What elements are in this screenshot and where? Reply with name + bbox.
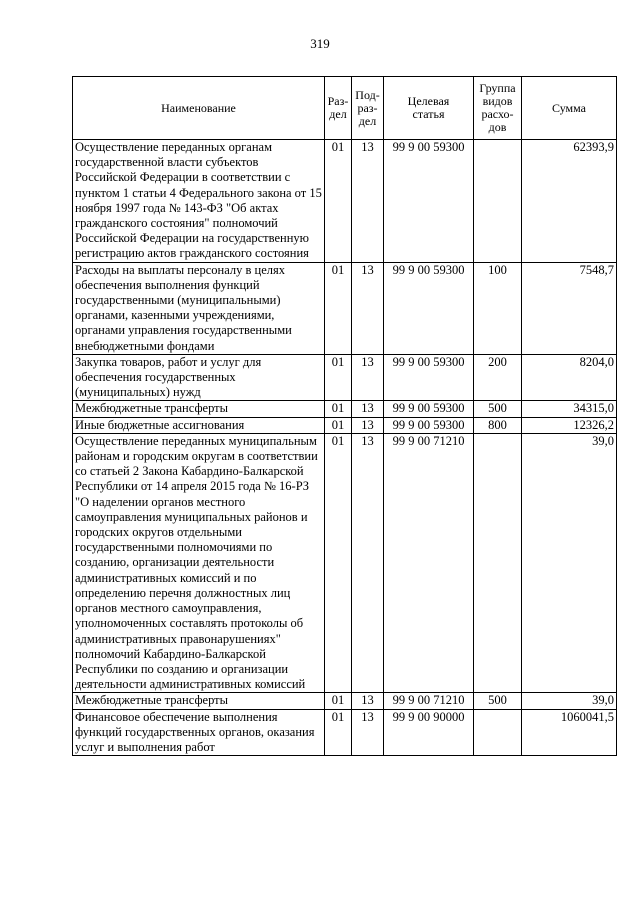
cell-sum: 62393,9 xyxy=(522,140,617,263)
cell-group: 500 xyxy=(474,693,522,709)
cell-sum: 34315,0 xyxy=(522,401,617,417)
cell-section: 01 xyxy=(325,709,352,756)
cell-subsection: 13 xyxy=(352,433,384,692)
cell-target: 99 9 00 59300 xyxy=(384,140,474,263)
header-target: Целевая статья xyxy=(384,77,474,140)
cell-subsection: 13 xyxy=(352,693,384,709)
cell-section: 01 xyxy=(325,401,352,417)
table-row xyxy=(73,140,617,263)
cell-subsection: 13 xyxy=(352,140,384,263)
cell-name: Осуществление переданных муниципальным районам и городским округам в соответствии со статьей 2 Закона Кабардино-Балкарской Республики от 14 апреля 2015 года № 16-РЗ "О наделении органов местного самоуправления муниципальных районов и городских округов отдельными государственными полномочиями по созданию, организации деятельности административных комиссий и по определению перечня должностных лиц органов местного самоуправления, уполномоченных составлять протоколы об административных правонарушениях" полномочий Кабардино-Балкарской Республики по созданию и организации деятельности административных комиссий xyxy=(73,433,325,692)
cell-name: Иные бюджетные ассигнования xyxy=(73,417,325,433)
cell-subsection: 13 xyxy=(352,262,384,354)
page-number: 319 xyxy=(310,36,330,51)
cell-subsection: 13 xyxy=(352,401,384,417)
cell-section: 01 xyxy=(325,417,352,433)
cell-section: 01 xyxy=(325,354,352,401)
cell-group: 800 xyxy=(474,417,522,433)
cell-name: Межбюджетные трансферты xyxy=(73,693,325,709)
cell-name: Осуществление переданных органам государственной власти субъектов Российской Федерации в соответствии с пунктом 1 статьи 4 Федерального закона от 15 ноября 1997 года № 143-ФЗ "Об актах гражданского состояния" полномочий Российской Федерации на государственную регистрацию актов гражданского состояния xyxy=(73,140,325,263)
table-body xyxy=(73,140,617,756)
cell-target: 99 9 00 71210 xyxy=(384,433,474,692)
cell-group xyxy=(474,140,522,263)
cell-section: 01 xyxy=(325,262,352,354)
cell-group: 100 xyxy=(474,262,522,354)
table-row xyxy=(73,401,617,417)
cell-subsection: 13 xyxy=(352,354,384,401)
cell-name: Закупка товаров, работ и услуг для обеспечения государственных (муниципальных) нужд xyxy=(73,354,325,401)
cell-sum: 1060041,5 xyxy=(522,709,617,756)
cell-sum: 8204,0 xyxy=(522,354,617,401)
cell-sum: 12326,2 xyxy=(522,417,617,433)
cell-name: Расходы на выплаты персоналу в целях обеспечения выполнения функций государственными (муниципальными) органами, казенными учреждениями, органами управления государственными внебюджетными фондами xyxy=(73,262,325,354)
table-header-row xyxy=(73,77,617,140)
cell-group: 500 xyxy=(474,401,522,417)
table-row xyxy=(73,693,617,709)
cell-sum: 7548,7 xyxy=(522,262,617,354)
cell-sum: 39,0 xyxy=(522,693,617,709)
cell-group xyxy=(474,433,522,692)
cell-group xyxy=(474,709,522,756)
header-section: Раз- дел xyxy=(325,77,352,140)
header-group: Группа видов расхо- дов xyxy=(474,77,522,140)
cell-section: 01 xyxy=(325,140,352,263)
table-row xyxy=(73,709,617,756)
table-row xyxy=(73,354,617,401)
cell-target: 99 9 00 59300 xyxy=(384,262,474,354)
cell-target: 99 9 00 90000 xyxy=(384,709,474,756)
cell-subsection: 13 xyxy=(352,709,384,756)
cell-target: 99 9 00 59300 xyxy=(384,417,474,433)
cell-subsection: 13 xyxy=(352,417,384,433)
cell-section: 01 xyxy=(325,433,352,692)
table-row xyxy=(73,417,617,433)
table-row xyxy=(73,433,617,692)
cell-name: Финансовое обеспечение выполнения функций государственных органов, оказания услуг и выполнения работ xyxy=(73,709,325,756)
cell-target: 99 9 00 59300 xyxy=(384,401,474,417)
header-subsection: Под- раз- дел xyxy=(352,77,384,140)
cell-section: 01 xyxy=(325,693,352,709)
cell-target: 99 9 00 71210 xyxy=(384,693,474,709)
cell-sum: 39,0 xyxy=(522,433,617,692)
cell-group: 200 xyxy=(474,354,522,401)
table-row xyxy=(73,262,617,354)
cell-name: Межбюджетные трансферты xyxy=(73,401,325,417)
header-sum: Сумма xyxy=(522,77,617,140)
cell-target: 99 9 00 59300 xyxy=(384,354,474,401)
budget-table xyxy=(72,76,617,756)
header-name: Наименование xyxy=(73,77,325,140)
